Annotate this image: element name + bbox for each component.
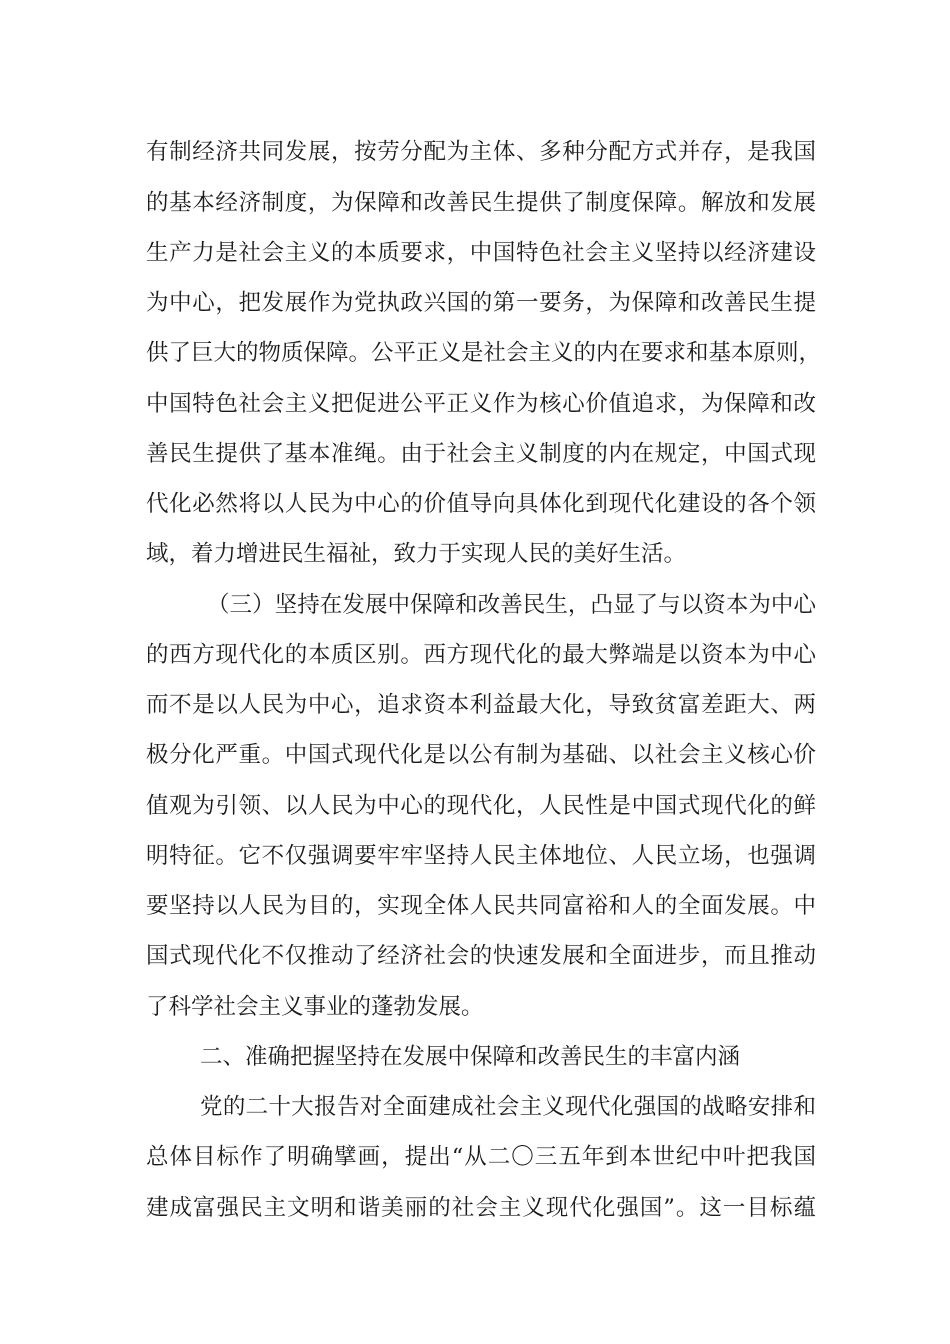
text-line: 为中心，把发展作为党执政兴国的第一要务，为保障和改善民生提: [146, 290, 816, 316]
text-line: 明特征。它不仅强调要牢牢坚持人民主体地位、人民立场，也强调: [146, 843, 816, 869]
paragraph-start-line: 党的二十大报告对全面建成社会主义现代化强国的战略安排和: [200, 1094, 816, 1120]
text-line: 了科学社会主义事业的蓬勃发展。: [146, 994, 484, 1020]
text-line: 的西方现代化的本质区别。西方现代化的最大弊端是以资本为中心: [146, 642, 816, 668]
paragraph-start-line: （三）坚持在发展中保障和改善民生，凸显了与以资本为中心: [207, 592, 816, 618]
text-line: 国式现代化不仅推动了经济社会的快速发展和全面进步，而且推动: [146, 943, 816, 969]
text-line: 代化必然将以人民为中心的价值导向具体化到现代化建设的各个领: [146, 491, 816, 517]
text-line: 域，着力增进民生福祉，致力于实现人民的美好生活。: [146, 541, 687, 567]
text-line: 而不是以人民为中心，追求资本利益最大化，导致贫富差距大、两: [146, 692, 816, 718]
text-line: 的基本经济制度，为保障和改善民生提供了制度保障。解放和发展: [146, 190, 816, 216]
text-line: 建成富强民主文明和谐美丽的社会主义现代化强国”。这一目标蕴: [146, 1195, 816, 1221]
text-line: 生产力是社会主义的本质要求，中国特色社会主义坚持以经济建设: [146, 240, 816, 266]
text-line: 有制经济共同发展，按劳分配为主体、多种分配方式并存，是我国: [146, 139, 816, 165]
text-line: 值观为引领、以人民为中心的现代化，人民性是中国式现代化的鲜: [146, 793, 816, 819]
text-line: 总体目标作了明确擘画，提出“从二〇三五年到本世纪中叶把我国: [146, 1144, 816, 1170]
text-line: 极分化严重。中国式现代化是以公有制为基础、以社会主义核心价: [146, 742, 816, 768]
text-line: 供了巨大的物质保障。公平正义是社会主义的内在要求和基本原则，: [146, 340, 822, 366]
section-heading: 二、准确把握坚持在发展中保障和改善民生的丰富内涵: [200, 1044, 741, 1070]
text-line: 中国特色社会主义把促进公平正义作为核心价值追求，为保障和改: [146, 391, 816, 417]
text-line: 善民生提供了基本准绳。由于社会主义制度的内在规定，中国式现: [146, 441, 816, 467]
text-line: 要坚持以人民为目的，实现全体人民共同富裕和人的全面发展。中: [146, 893, 816, 919]
